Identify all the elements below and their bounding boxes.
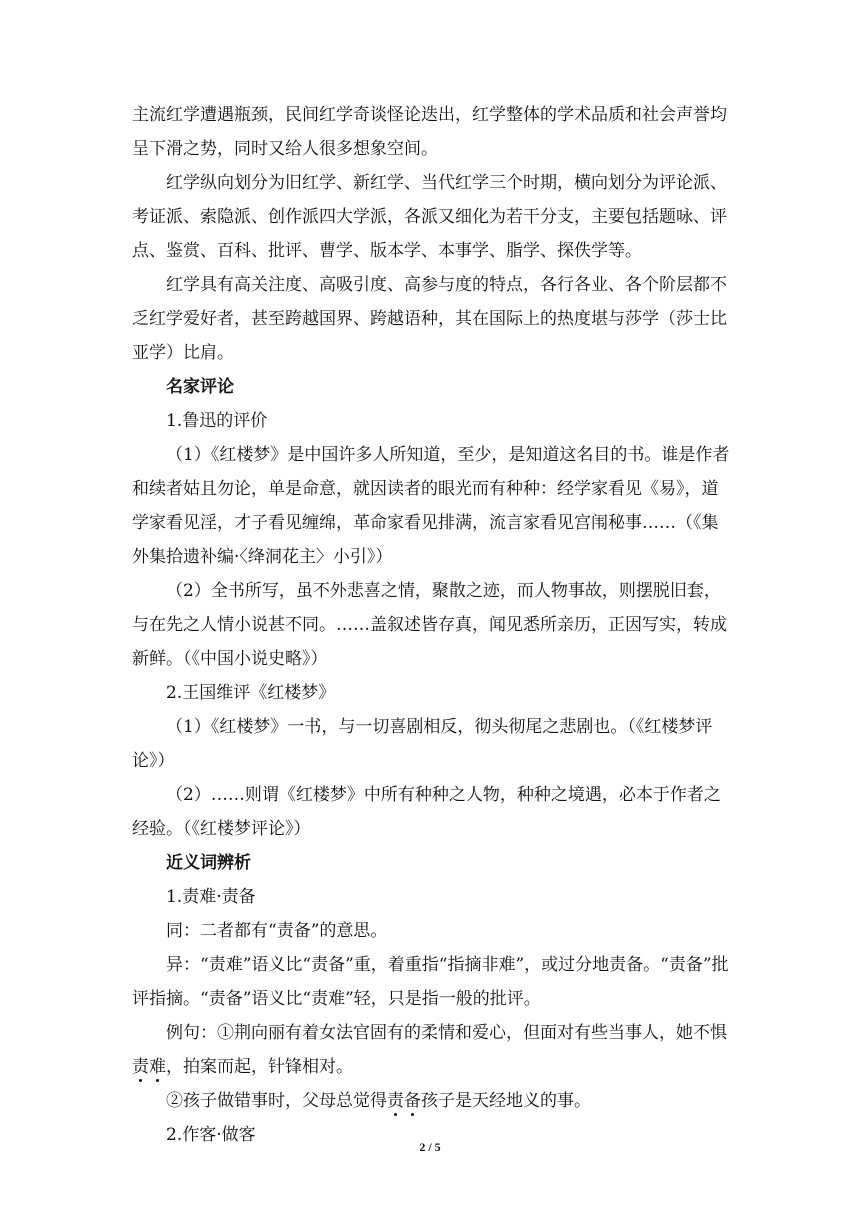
synonym-difference: 异：“责难”语义比“责备”重，着重指“指摘非难”，或过分地责备。“责备”批评指摘。“责备”语义比“责难”轻，只是指一般的批评。 [132,955,729,1009]
paragraph-redology-decline: 主流红学遭遇瓶颈，民间红学奇谈怪论迭出，红学整体的学术品质和社会声誉均呈下滑之势，同时又给人很多想象空间。 [132,105,727,159]
example-1-emphasized-word [132,1057,166,1077]
emphasis-dot-char: 责 [132,1057,149,1077]
page-content [132,98,732,1152]
quote-wang-1: （1）《红楼梦》一书，与一切喜剧相反，彻头彻尾之悲剧也。（《红楼梦评论》） [132,717,713,771]
quote-wang-2: （2）……则谓《红楼梦》中所有种种之人物，种种之境遇，必本于作者之经验。（《红楼梦评论》） [132,785,721,839]
example-2-before: ②孩子做错事时，父母总觉得 [166,1091,387,1111]
emphasis-dot-char: 难 [149,1057,166,1077]
example-sentence-1 [132,1016,732,1084]
synonym-pair-2-title: 2.作客·做客 [166,1125,256,1145]
paragraph-redology-popularity: 红学具有高关注度、高吸引度、高参与度的特点，各行各业、各个阶层都不乏红学爱好者，甚至跨越国界、跨越语种，其在国际上的热度堪与莎学（莎士比亚学）比肩。 [132,275,727,363]
subheading-luxun: 1.鲁迅的评价 [166,411,268,431]
emphasis-dot-char: 备 [404,1091,421,1111]
page-number: 2 / 5 [419,1140,441,1154]
example-1-after: ，拍案而起，针锋相对。 [166,1057,353,1077]
subheading-wang-guowei: 2.王国维评《红楼梦》 [166,683,336,703]
emphasis-dot-char: 责 [387,1091,404,1111]
quote-luxun-1: （1）《红楼梦》是中国许多人所知道，至少，是知道这名目的书。谁是作者和续者姑且勿论，单是命意，就因读者的眼光而有种种：经学家看见《易》，道学家看见淫，才子看见缠绵，革命家看见排满，流言家看见宫闱秘事……（《集外集拾遗补编·〈绛洞花主〉小引》） [132,445,730,567]
paragraph-redology-divisions: 红学纵向划分为旧红学、新红学、当代红学三个时期，横向划分为评论派、考证派、索隐派、创作派四大学派，各派又细化为若干分支，主要包括题咏、评点、鉴赏、百科、批评、曹学、版本学、本事学、脂学、探佚学等。 [132,173,727,261]
synonym-pair-1-title: 1.责难·责备 [166,887,256,907]
synonym-same: 同：二者都有“责备”的意思。 [166,921,388,941]
section-heading-synonyms: 近义词辨析 [166,853,251,873]
example-1-before: 例句：①荆向丽有着女法官固有的柔情和爱心，但面对有些当事人，她不惧 [166,1023,727,1043]
example-2-emphasized-word [387,1091,421,1111]
example-2-after: 孩子是天经地义的事。 [421,1091,591,1111]
quote-luxun-2: （2）全书所写，虽不外悲喜之情，聚散之迹，而人物事故，则摆脱旧套，与在先之人情小说甚不同。……盖叙述皆存真，闻见悉所亲历，正因写实，转成新鲜。（《中国小说史略》） [132,581,727,669]
example-sentence-2 [132,1084,732,1118]
section-heading-famous-comments: 名家评论 [166,377,234,397]
